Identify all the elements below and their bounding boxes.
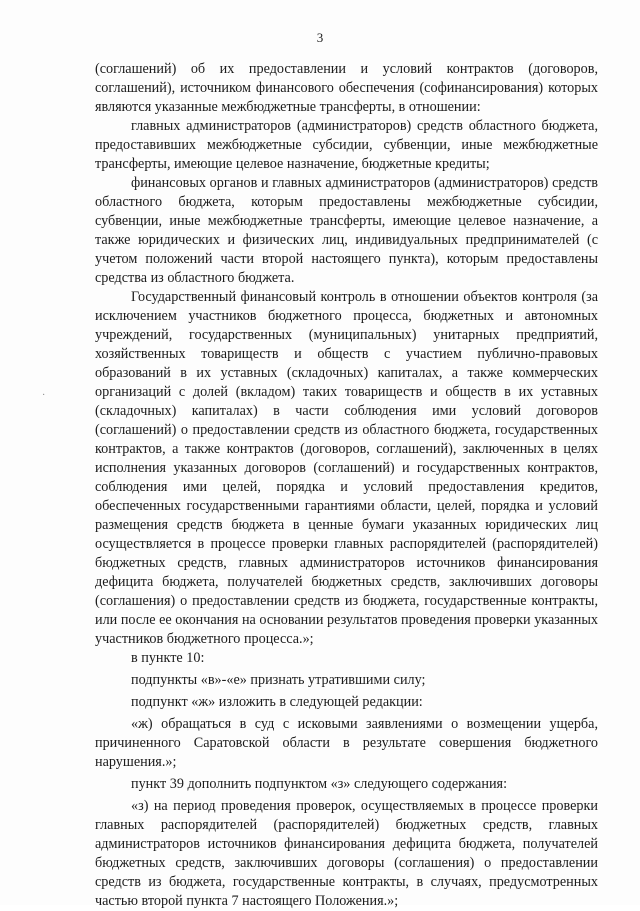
paragraph-subclause-zh-text: «ж) обращаться в суд с исковыми заявлениями о возмещении ущерба, причиненного Саратовской области в результате совершения бюджетного нарушения.»;	[95, 716, 598, 770]
page-number: 3	[316, 30, 324, 45]
paragraph-subclause-z-text: «з) на период проведения проверок, осуществляемых в процессе проверки главных распорядителей (распорядителей) бюджетных средств, главных администраторов источников финансирования дефицита бюджета, получателей бюджетных средств, заключивших договоры (соглашения) о предоставлении средств из бюджета, государственные контракты, в случаях, предусмотренных частью второй пункта 7 настоящего Положения.»;	[95, 798, 598, 909]
document-body	[95, 60, 598, 911]
margin-mark: ·	[42, 390, 46, 401]
paragraph-clause-39: пункт 39 дополнить подпунктом «з» следующего содержания:	[131, 776, 508, 792]
paragraph-clause-10: в пункте 10:	[131, 650, 205, 666]
paragraph-state-financial-control: Государственный финансовый контроль в отношении объектов контроля (за исключением участников бюджетного процесса, бюджетных и автономных учреждений, государственных (муниципальных) унитарных предприятий, хозяйственных товариществ и обществ с участием публично-правовых образований в их уставных (складочных) капиталах, а также коммерческих организаций с долей (вкладом) таких товариществ и обществ в их уставных (складочных) капиталах) в части соблюдения ими условий договоров (соглашений) о предоставлении средств из областного бюджета, государственных контрактов, а также контрактов (договоров, соглашений), заключенных в целях исполнения указанных договоров (соглашений) и государственных контрактов, соблюдения ими целей, порядка и условий предоставления кредитов, обеспеченных государственными гарантиями области, целей, порядка и условий размещения средств бюджета в ценные бумаги указанных юридических лиц осуществляется в процессе проверки главных распорядителей (распорядителей) бюджетных средств, главных администраторов источников финансирования дефицита бюджета, получателей бюджетных средств, заключивших договоры (соглашения) о предоставлении средств из бюджета, государственные контракты, или после ее окончания на основании результатов проведения проверки указанных участников бюджетного процесса.»;	[95, 289, 598, 647]
paragraph-financial-bodies: финансовых органов и главных администраторов (администраторов) средств областного бюджета, которым предоставлены межбюджетные субсидии, субвенции, иные межбюджетные трансферты, имеющие целевое назначение, а также юридических и физических лиц, индивидуальных предпринимателей (с учетом положений части второй настоящего пункта), которым предоставлены средства из областного бюджета.	[95, 175, 598, 286]
paragraph-subclause-zh-intro: подпункт «ж» изложить в следующей редакции:	[131, 694, 423, 710]
paragraph-continuation: (соглашений) об их предоставлении и условий контрактов (договоров, соглашений), источником финансового обеспечения (софинансирования) которых являются указанные межбюджетные трансферты, в отношении:	[95, 61, 598, 115]
paragraph-subclauses-repealed: подпункты «в»-«е» признать утратившими силу;	[131, 672, 426, 688]
paragraph-chief-administrators: главных администраторов (администраторов) средств областного бюджета, предоставивших межбюджетные субсидии, субвенции, иные межбюджетные трансферты, имеющие целевое назначение, бюджетные кредиты;	[95, 118, 598, 172]
